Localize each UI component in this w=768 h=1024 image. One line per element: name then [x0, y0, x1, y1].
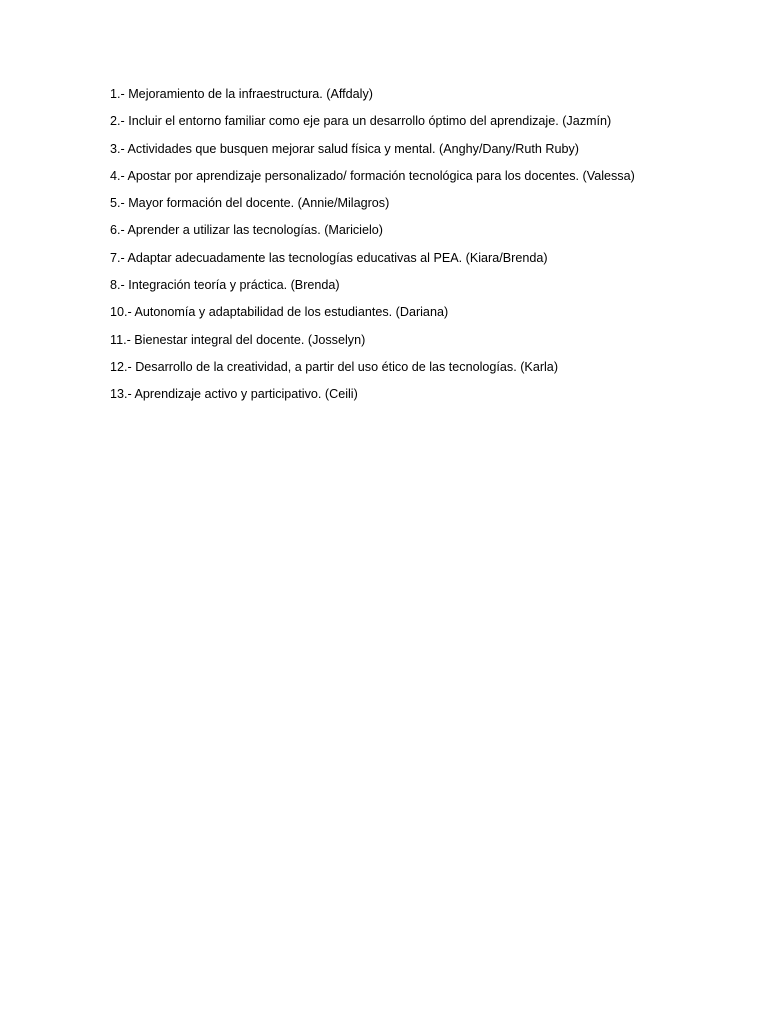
list-item: 1.- Mejoramiento de la infraestructura. (Affdaly)	[110, 87, 373, 101]
list-item: 3.- Actividades que busquen mejorar salud física y mental. (Anghy/Dany/Ruth Ruby)	[110, 141, 580, 156]
list-item: 11.- Bienestar integral del docente. (Josselyn)	[110, 332, 366, 347]
list-item: 7.- Adaptar adecuadamente las tecnologías educativas al PEA. (Kiara/Brenda)	[110, 250, 548, 265]
ideas-list	[110, 86, 730, 414]
list-item: 13.- Aprendizaje activo y participativo. (Ceili)	[110, 387, 358, 402]
list-item: 10.- Autonomía y adaptabilidad de los estudiantes. (Dariana)	[110, 305, 449, 320]
list-item: 6.- Aprender a utilizar las tecnologías. (Maricielo)	[110, 223, 383, 238]
list-item: 5.- Mayor formación del docente. (Annie/Milagros)	[110, 196, 390, 211]
list-item: 2.- Incluir el entorno familiar como eje para un desarrollo óptimo del aprendizaje. (Jazmín)	[110, 114, 612, 129]
list-item: 8.- Integración teoría y práctica. (Brenda)	[110, 278, 340, 293]
list-item: 12.- Desarrollo de la creatividad, a partir del uso ético de las tecnologías. (Karla)	[110, 359, 559, 374]
list-item: 4.- Apostar por aprendizaje personalizado/ formación tecnológica para los docentes. (Valessa)	[110, 168, 635, 183]
